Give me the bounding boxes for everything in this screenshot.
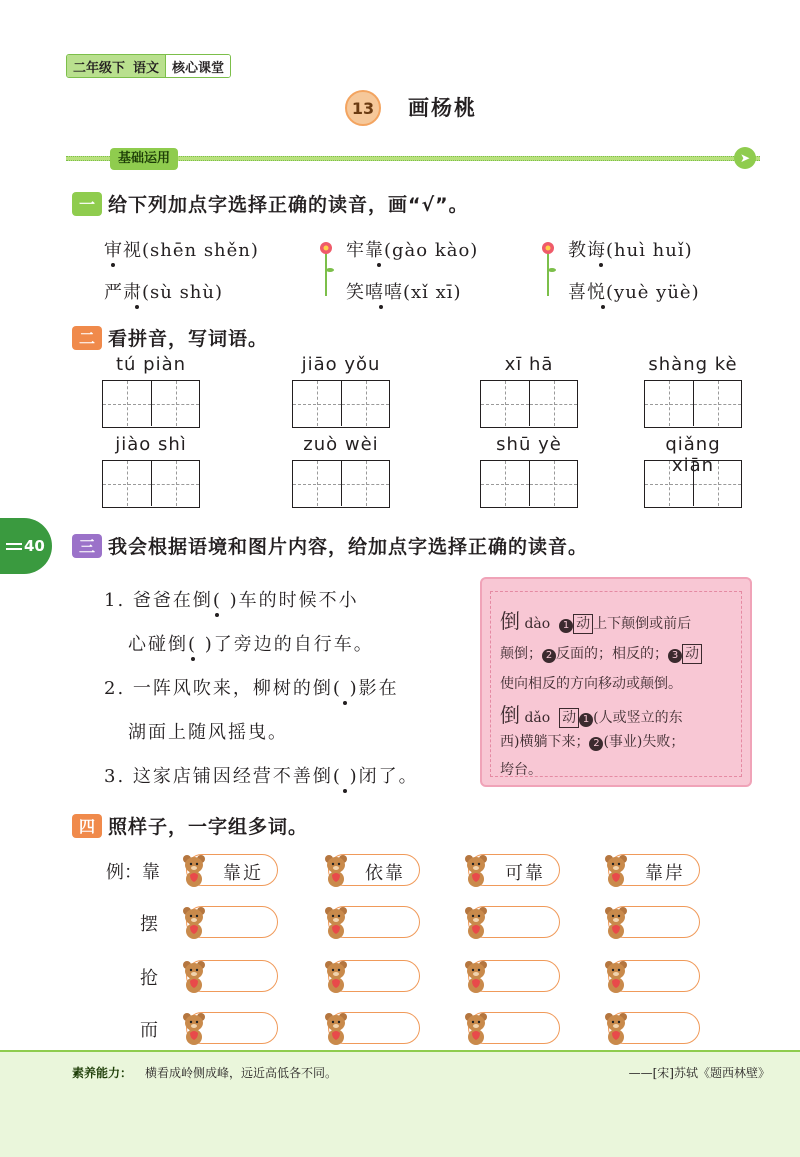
s3-line-2: 心碰倒( )了旁边的自行车。 — [128, 634, 374, 655]
pinyin-label: tú piàn — [115, 354, 187, 375]
s3-line-3: 2. 一阵风吹来，柳树的倒( )影在 — [104, 678, 399, 699]
section-band — [66, 150, 760, 166]
answer-pill[interactable] — [186, 960, 278, 992]
bear-icon — [323, 853, 349, 887]
section4-title: 照样子，一字组多词。 — [108, 816, 309, 838]
section3-title: 我会根据语境和图片内容，给加点字选择正确的读音。 — [108, 536, 589, 558]
series-label: 核心课堂 — [165, 55, 230, 77]
answer-pill[interactable] — [186, 906, 278, 938]
footer-source: ——[宋]苏轼《题西林壁》 — [628, 1066, 770, 1080]
writing-grid[interactable] — [644, 380, 742, 428]
flower-icon — [318, 240, 334, 296]
pinyin-label: jiào shì — [115, 434, 187, 455]
emphasis-dot — [599, 263, 603, 267]
row-char: 摆 — [140, 914, 158, 935]
lesson-title: 画杨桃 — [408, 96, 477, 120]
dict-entry-2-line3: 垮台。 — [500, 762, 542, 778]
flower-icon — [540, 240, 556, 296]
bear-icon — [463, 1011, 489, 1045]
s1-item-5: 笑嘻嘻(xǐ xī) — [346, 282, 462, 303]
emphasis-dot — [343, 701, 347, 705]
leaf-icon: ➤ — [734, 147, 756, 169]
tab-bars — [6, 540, 22, 553]
pinyin-label: qiǎng xiān — [665, 434, 721, 476]
page-number: 40 — [24, 537, 45, 555]
footer-quote: 横看成岭侧成峰，远近高低各不同。 — [145, 1066, 338, 1080]
dict-entry-1-line2: 颠倒； 2 反面的；相反的； 3 动 — [500, 643, 702, 664]
pinyin-label: shū yè — [496, 434, 562, 455]
answer-pill[interactable] — [608, 1012, 700, 1044]
header-tag — [66, 54, 231, 78]
writing-grid[interactable] — [292, 380, 390, 428]
section3-header — [72, 532, 588, 559]
answer-pill[interactable] — [608, 906, 700, 938]
example-word: 靠岸 — [645, 863, 685, 884]
section3-badge: 三 — [72, 534, 102, 558]
answer-pill[interactable] — [328, 906, 420, 938]
s1-item-1: 审视(shēn shěn) — [104, 240, 259, 261]
bear-icon — [603, 905, 629, 939]
writing-grid[interactable] — [102, 380, 200, 428]
writing-grid[interactable] — [480, 380, 578, 428]
s1-item-4: 严肃(sù shù) — [104, 282, 224, 303]
s3-line-1: 1. 爸爸在倒( )车的时候不小 — [104, 590, 359, 611]
bear-icon — [603, 853, 629, 887]
section4-badge: 四 — [72, 814, 102, 838]
subject-label: 语文 — [131, 55, 165, 77]
bear-icon — [181, 905, 207, 939]
footer — [0, 1050, 800, 1157]
section2-title: 看拼音，写词语。 — [108, 328, 269, 350]
example-word: 可靠 — [505, 863, 545, 884]
bear-icon — [463, 905, 489, 939]
example-word-pill — [186, 854, 278, 886]
page-number-tab — [0, 518, 52, 574]
bear-icon — [463, 853, 489, 887]
writing-grid[interactable] — [644, 460, 742, 508]
emphasis-dot — [135, 305, 139, 309]
bear-icon — [323, 905, 349, 939]
answer-pill[interactable] — [468, 1012, 560, 1044]
footer-label: 素养能力： — [72, 1066, 133, 1080]
s1-item-2: 牢靠(gào kào) — [346, 240, 479, 261]
s3-line-4: 湖面上随风摇曳。 — [128, 722, 288, 743]
example-word-pill — [328, 854, 420, 886]
example-word: 靠近 — [223, 863, 263, 884]
bear-icon — [603, 959, 629, 993]
dict-entry-2: 倒 dǎo 动 1 (人或竖立的东 — [500, 703, 683, 727]
dictionary-card — [480, 577, 752, 787]
s1-item-3: 教诲(huì huǐ) — [568, 240, 693, 261]
answer-pill[interactable] — [328, 1012, 420, 1044]
row-char: 抢 — [140, 968, 158, 989]
lesson-number-badge: 13 — [345, 90, 381, 126]
example-word-pill — [468, 854, 560, 886]
bear-icon — [181, 853, 207, 887]
emphasis-dot — [601, 305, 605, 309]
answer-pill[interactable] — [186, 1012, 278, 1044]
answer-pill[interactable] — [608, 960, 700, 992]
example-label: 例：靠 — [106, 862, 160, 883]
dict-entry-1: 倒 dào 1 动 上下颠倒或前后 — [500, 609, 692, 633]
answer-pill[interactable] — [468, 960, 560, 992]
answer-pill[interactable] — [468, 906, 560, 938]
example-word-pill — [608, 854, 700, 886]
bear-icon — [463, 959, 489, 993]
bear-icon — [323, 1011, 349, 1045]
section1-header — [72, 190, 469, 217]
section2-header — [72, 324, 268, 351]
writing-grid[interactable] — [102, 460, 200, 508]
emphasis-dot — [215, 613, 219, 617]
pinyin-label: zuò wèi — [303, 434, 379, 455]
section1-badge: 一 — [72, 192, 102, 216]
emphasis-dot — [343, 789, 347, 793]
emphasis-dot — [377, 263, 381, 267]
dict-entry-2-line2: 西)横躺下来； 2 (事业)失败； — [500, 734, 685, 750]
pinyin-label: shàng kè — [648, 354, 738, 375]
emphasis-dot — [191, 657, 195, 661]
bear-icon — [323, 959, 349, 993]
band-label: 基础运用 — [110, 148, 178, 170]
example-word: 依靠 — [365, 863, 405, 884]
s1-item-6: 喜悦(yuè yüè) — [568, 282, 700, 303]
grade-label: 二年级下 — [67, 55, 131, 77]
writing-grid[interactable] — [480, 460, 578, 508]
section4-header — [72, 812, 308, 839]
emphasis-dot — [111, 263, 115, 267]
dict-entry-1-line3: 使向相反的方向移动或颠倒。 — [500, 676, 682, 692]
bear-icon — [603, 1011, 629, 1045]
pinyin-label: jiāo yǒu — [301, 354, 381, 375]
emphasis-dot — [379, 305, 383, 309]
answer-pill[interactable] — [328, 960, 420, 992]
writing-grid[interactable] — [292, 460, 390, 508]
section2-badge: 二 — [72, 326, 102, 350]
bear-icon — [181, 1011, 207, 1045]
pinyin-label: xī hā — [504, 354, 554, 375]
s3-line-5: 3. 这家店铺因经营不善倒( )闭了。 — [104, 766, 419, 787]
bear-icon — [181, 959, 207, 993]
section1-title: 给下列加点字选择正确的读音，画“√”。 — [108, 194, 469, 216]
row-char: 而 — [140, 1020, 158, 1041]
